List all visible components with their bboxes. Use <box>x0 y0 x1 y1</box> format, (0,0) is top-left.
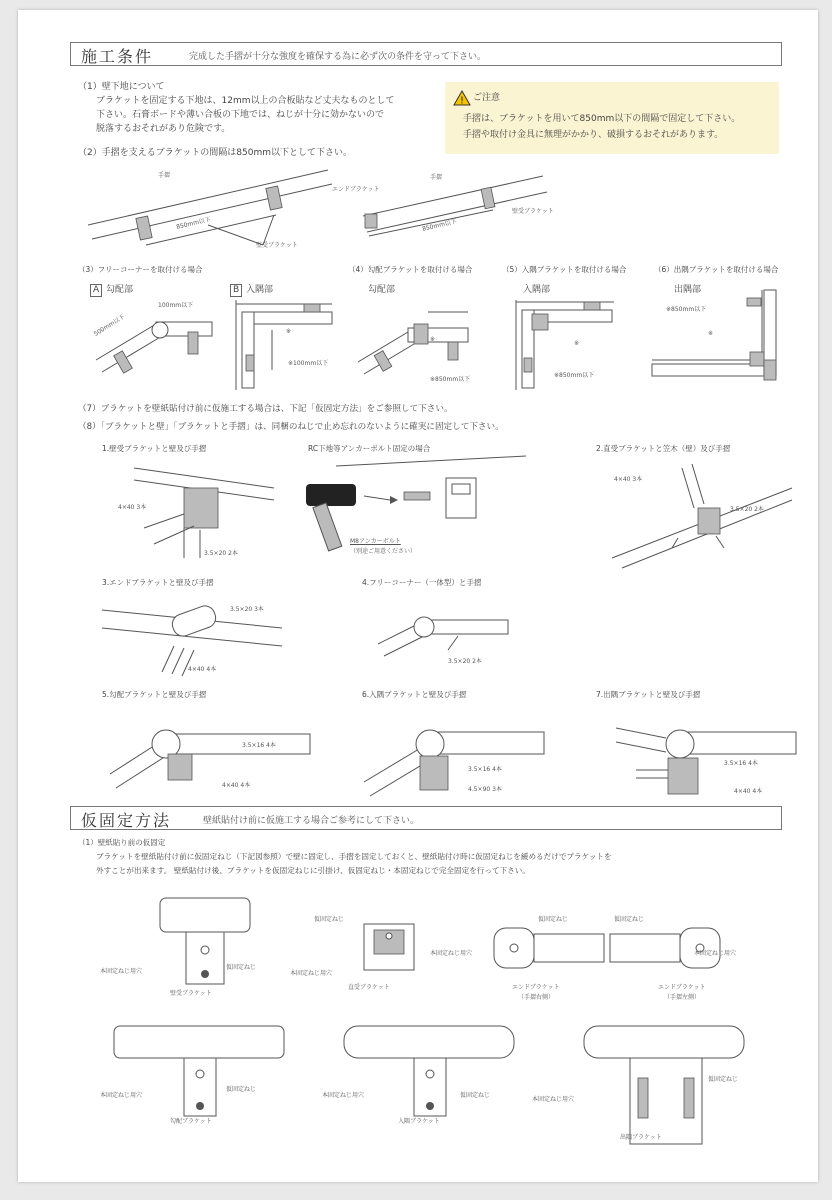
section-title: 施工条件 <box>81 47 154 66</box>
step1-screw-440: 4×40 3本 <box>118 504 147 511</box>
inner-main-hole: 本固定ねじ用穴 <box>322 1092 365 1099</box>
step7-title: 7.出隅ブラケットと壁及び手摺 <box>596 690 701 699</box>
item1-heading: （1）壁下地について <box>78 82 165 92</box>
label-850mm-c: ※850mm以下 <box>666 306 707 313</box>
step7-screw-440: 4×40 4本 <box>734 788 763 795</box>
label-handrail-right: 手摺 <box>430 174 443 181</box>
slope-temp-screw: 仮固定ねじ <box>226 1086 257 1093</box>
anchor-label: M8アンカーボルト <box>350 538 401 545</box>
slope-bracket-temp-diagram <box>114 1022 284 1122</box>
label-spacing-left: 850mm以下 <box>175 216 212 231</box>
end-l-temp-screw: 仮固定ねじ <box>614 916 645 923</box>
slope-bracket-label: 勾配ブラケット <box>170 1118 212 1125</box>
heading-slope-bracket: （4）勾配ブラケットを取付ける場合 <box>348 265 473 274</box>
label-kome-4: ※ <box>708 330 714 337</box>
label-b-inner: 入隅部 <box>246 285 274 295</box>
label-wall-bracket-right: 壁受ブラケット <box>512 208 554 215</box>
label-spacing-right: 850mm以下 <box>421 218 458 233</box>
outer-main-hole: 本固定ねじ用穴 <box>532 1096 575 1103</box>
label-inner: 入隅部 <box>523 285 551 295</box>
label-outer: 出隅部 <box>674 285 702 295</box>
s2-item1-line-1: ブラケットを壁紙貼付け前に仮固定ねじ（下記図参照）で壁に固定し、手摺を固定しておくと、壁紙貼付け時に仮固定ねじを緩めるだけでブラケットを <box>96 852 612 861</box>
step1-screw-352: 3.5×20 2本 <box>204 550 238 557</box>
step6-title: 6.入隅ブラケットと壁及び手摺 <box>362 690 467 699</box>
step4-screw-352: 3.5×20 2本 <box>448 658 482 665</box>
bracket-spacing-figure-left <box>88 165 348 260</box>
end-l-label: エンドブラケット <box>658 984 706 991</box>
badge-a: A <box>90 284 102 297</box>
direct-bracket-temp-diagram <box>364 924 414 970</box>
warning-icon <box>453 90 471 106</box>
wall-bracket-temp-diagram <box>160 898 250 988</box>
step2-title: 2.直受ブラケットと笠木（壁）及び手摺 <box>596 444 731 453</box>
caution-line-1: 手摺は、ブラケットを用いて850mm以下の間隔で固定して下さい。 <box>463 114 741 124</box>
rc-title: RC下地等アンカーボルト固定の場合 <box>308 444 431 453</box>
section-header-construction <box>70 42 782 66</box>
label-a-slope: 勾配部 <box>106 285 134 295</box>
step5-screw-440: 4×40 4本 <box>222 782 251 789</box>
wall-bracket-label: 壁受ブラケット <box>170 990 212 997</box>
label-kome-3: ※ <box>574 340 580 347</box>
end-r-main-hole: 本固定ねじ用穴 <box>430 950 473 957</box>
label-500mm: 500mm以下 <box>92 313 127 338</box>
item1-line-1: ブラケットを固定する下地は、12mm以上の合板貼など丈夫なものとして <box>96 96 395 106</box>
step5-title: 5.勾配ブラケットと壁及び手摺 <box>102 690 207 699</box>
step3-title: 3.エンドブラケットと壁及び手摺 <box>102 578 214 587</box>
step1-diagram <box>114 458 274 568</box>
item2-heading: （2）手摺を支えるブラケットの間隔は850mm以下として下さい。 <box>78 148 352 158</box>
direct-temp-screw: 仮固定ねじ <box>314 916 345 923</box>
step2-screw-440: 4×40 3本 <box>614 476 643 483</box>
label-wall-bracket-left: 壁受ブラケット <box>256 242 298 249</box>
inner-bracket-temp-diagram <box>344 1022 514 1122</box>
step5-screw-3516: 3.5×16 4本 <box>242 742 276 749</box>
free-corner-inner-diagram <box>232 300 332 390</box>
direct-main-hole: 本固定ねじ用穴 <box>290 970 333 977</box>
caution-line-2: 手摺や取付け金具に無理がかかり、破損するおそれがあります。 <box>463 130 724 140</box>
label-kome-2: ※ <box>430 336 436 343</box>
outer-bracket-diagram <box>652 290 792 390</box>
end-r-side: （手摺右側） <box>518 994 555 1001</box>
end-r-label: エンドブラケット <box>512 984 560 991</box>
step5-diagram <box>110 704 310 794</box>
svg-text:!: ! <box>459 95 465 107</box>
direct-bracket-label: 直受ブラケット <box>348 984 390 991</box>
instruction-page <box>18 10 818 1182</box>
end-bracket-right-temp-diagram <box>494 928 604 968</box>
heading-free-corner: （3）フリーコーナーを取付ける場合 <box>78 265 203 274</box>
label-slope: 勾配部 <box>368 285 396 295</box>
inner-bracket-label: 入隅ブラケット <box>398 1118 440 1125</box>
section2-subtitle: 壁紙貼付け前に仮施工する場合ご参考にして下さい。 <box>203 816 420 826</box>
step7-diagram <box>616 704 796 804</box>
label-850mm-a: ※850mm以下 <box>430 376 471 383</box>
caution-title: ご注意 <box>473 93 501 103</box>
item1-line-3: 脱落するおそれがあり危険です。 <box>96 124 231 134</box>
step7-screw-3516: 3.5×16 4本 <box>724 760 758 767</box>
label-100mm-b: ※100mm以下 <box>288 360 329 367</box>
step6-screw-4590: 4.5×90 3本 <box>468 786 502 793</box>
outer-bracket-label: 出隅ブラケット <box>620 1134 662 1141</box>
section-header-temporary <box>70 806 782 830</box>
label-850mm-b: ※850mm以下 <box>554 372 595 379</box>
step1-title: 1.壁受ブラケットと壁及び手摺 <box>102 444 207 453</box>
caution-box <box>445 82 779 154</box>
s2-item1-heading: （1）壁紙貼り前の仮固定 <box>78 838 166 847</box>
label-kome-1: ※ <box>286 328 292 335</box>
outer-temp-screw: 仮固定ねじ <box>708 1076 739 1083</box>
step2-diagram <box>612 458 792 568</box>
s2-item1-line-2: 外すことが出来ます。 壁紙貼付け後、ブラケットを仮固定ねじに引掛け、仮固定ねじ・本固定ねじで完全固定を行って下さい。 <box>96 866 530 875</box>
step4-diagram <box>378 594 508 674</box>
anchor-note: （別途ご用意ください） <box>350 548 417 555</box>
label-end-bracket: エンドブラケット <box>332 186 380 193</box>
item7-text: （7）ブラケットを壁紙貼付け前に仮施工する場合は、下記「仮固定方法」をご参照して下さい。 <box>78 404 453 414</box>
wall-main-hole: 本固定ねじ用穴 <box>100 968 143 975</box>
outer-bracket-temp-diagram <box>584 1020 744 1150</box>
step6-diagram <box>364 704 544 804</box>
heading-inner-bracket: （5）入隅ブラケットを取付ける場合 <box>502 265 627 274</box>
inner-temp-screw: 仮固定ねじ <box>460 1092 491 1099</box>
slope-main-hole: 本固定ねじ用穴 <box>100 1092 143 1099</box>
section-subtitle: 完成した手摺が十分な強度を確保する為に必ず次の条件を守って下さい。 <box>189 52 487 62</box>
step4-title: 4.フリーコーナー（一体型）と手摺 <box>362 578 482 587</box>
item8-text: （8）「ブラケットと壁」「ブラケットと手摺」は、同梱のねじで止め忘れのないように確実に固定して下さい。 <box>78 422 504 432</box>
section2-title: 仮固定方法 <box>81 811 172 830</box>
wall-temp-screw: 仮固定ねじ <box>226 964 257 971</box>
heading-outer-bracket: （6）出隅ブラケットを取付ける場合 <box>654 265 779 274</box>
end-r-temp-screw: 仮固定ねじ <box>538 916 569 923</box>
free-corner-slope-diagram <box>96 302 216 382</box>
step3-screw-440: 4×40 4本 <box>188 666 217 673</box>
badge-b: B <box>230 284 242 297</box>
step6-screw-3516: 3.5×16 4本 <box>468 766 502 773</box>
end-l-main-hole: 本固定ねじ用穴 <box>694 950 737 957</box>
label-handrail-left: 手摺 <box>158 172 171 179</box>
item1-line-2: 下さい。石膏ボードや薄い合板の下地では、ねじが十分に効かないので <box>96 110 385 120</box>
end-l-side: （手摺左側） <box>664 994 701 1001</box>
step2-screw-352: 3.5×20 2本 <box>730 506 764 513</box>
step3-screw-353: 3.5×20 3本 <box>230 606 264 613</box>
label-100mm: 100mm以下 <box>158 302 194 309</box>
end-bracket-left-temp-diagram <box>610 928 720 968</box>
